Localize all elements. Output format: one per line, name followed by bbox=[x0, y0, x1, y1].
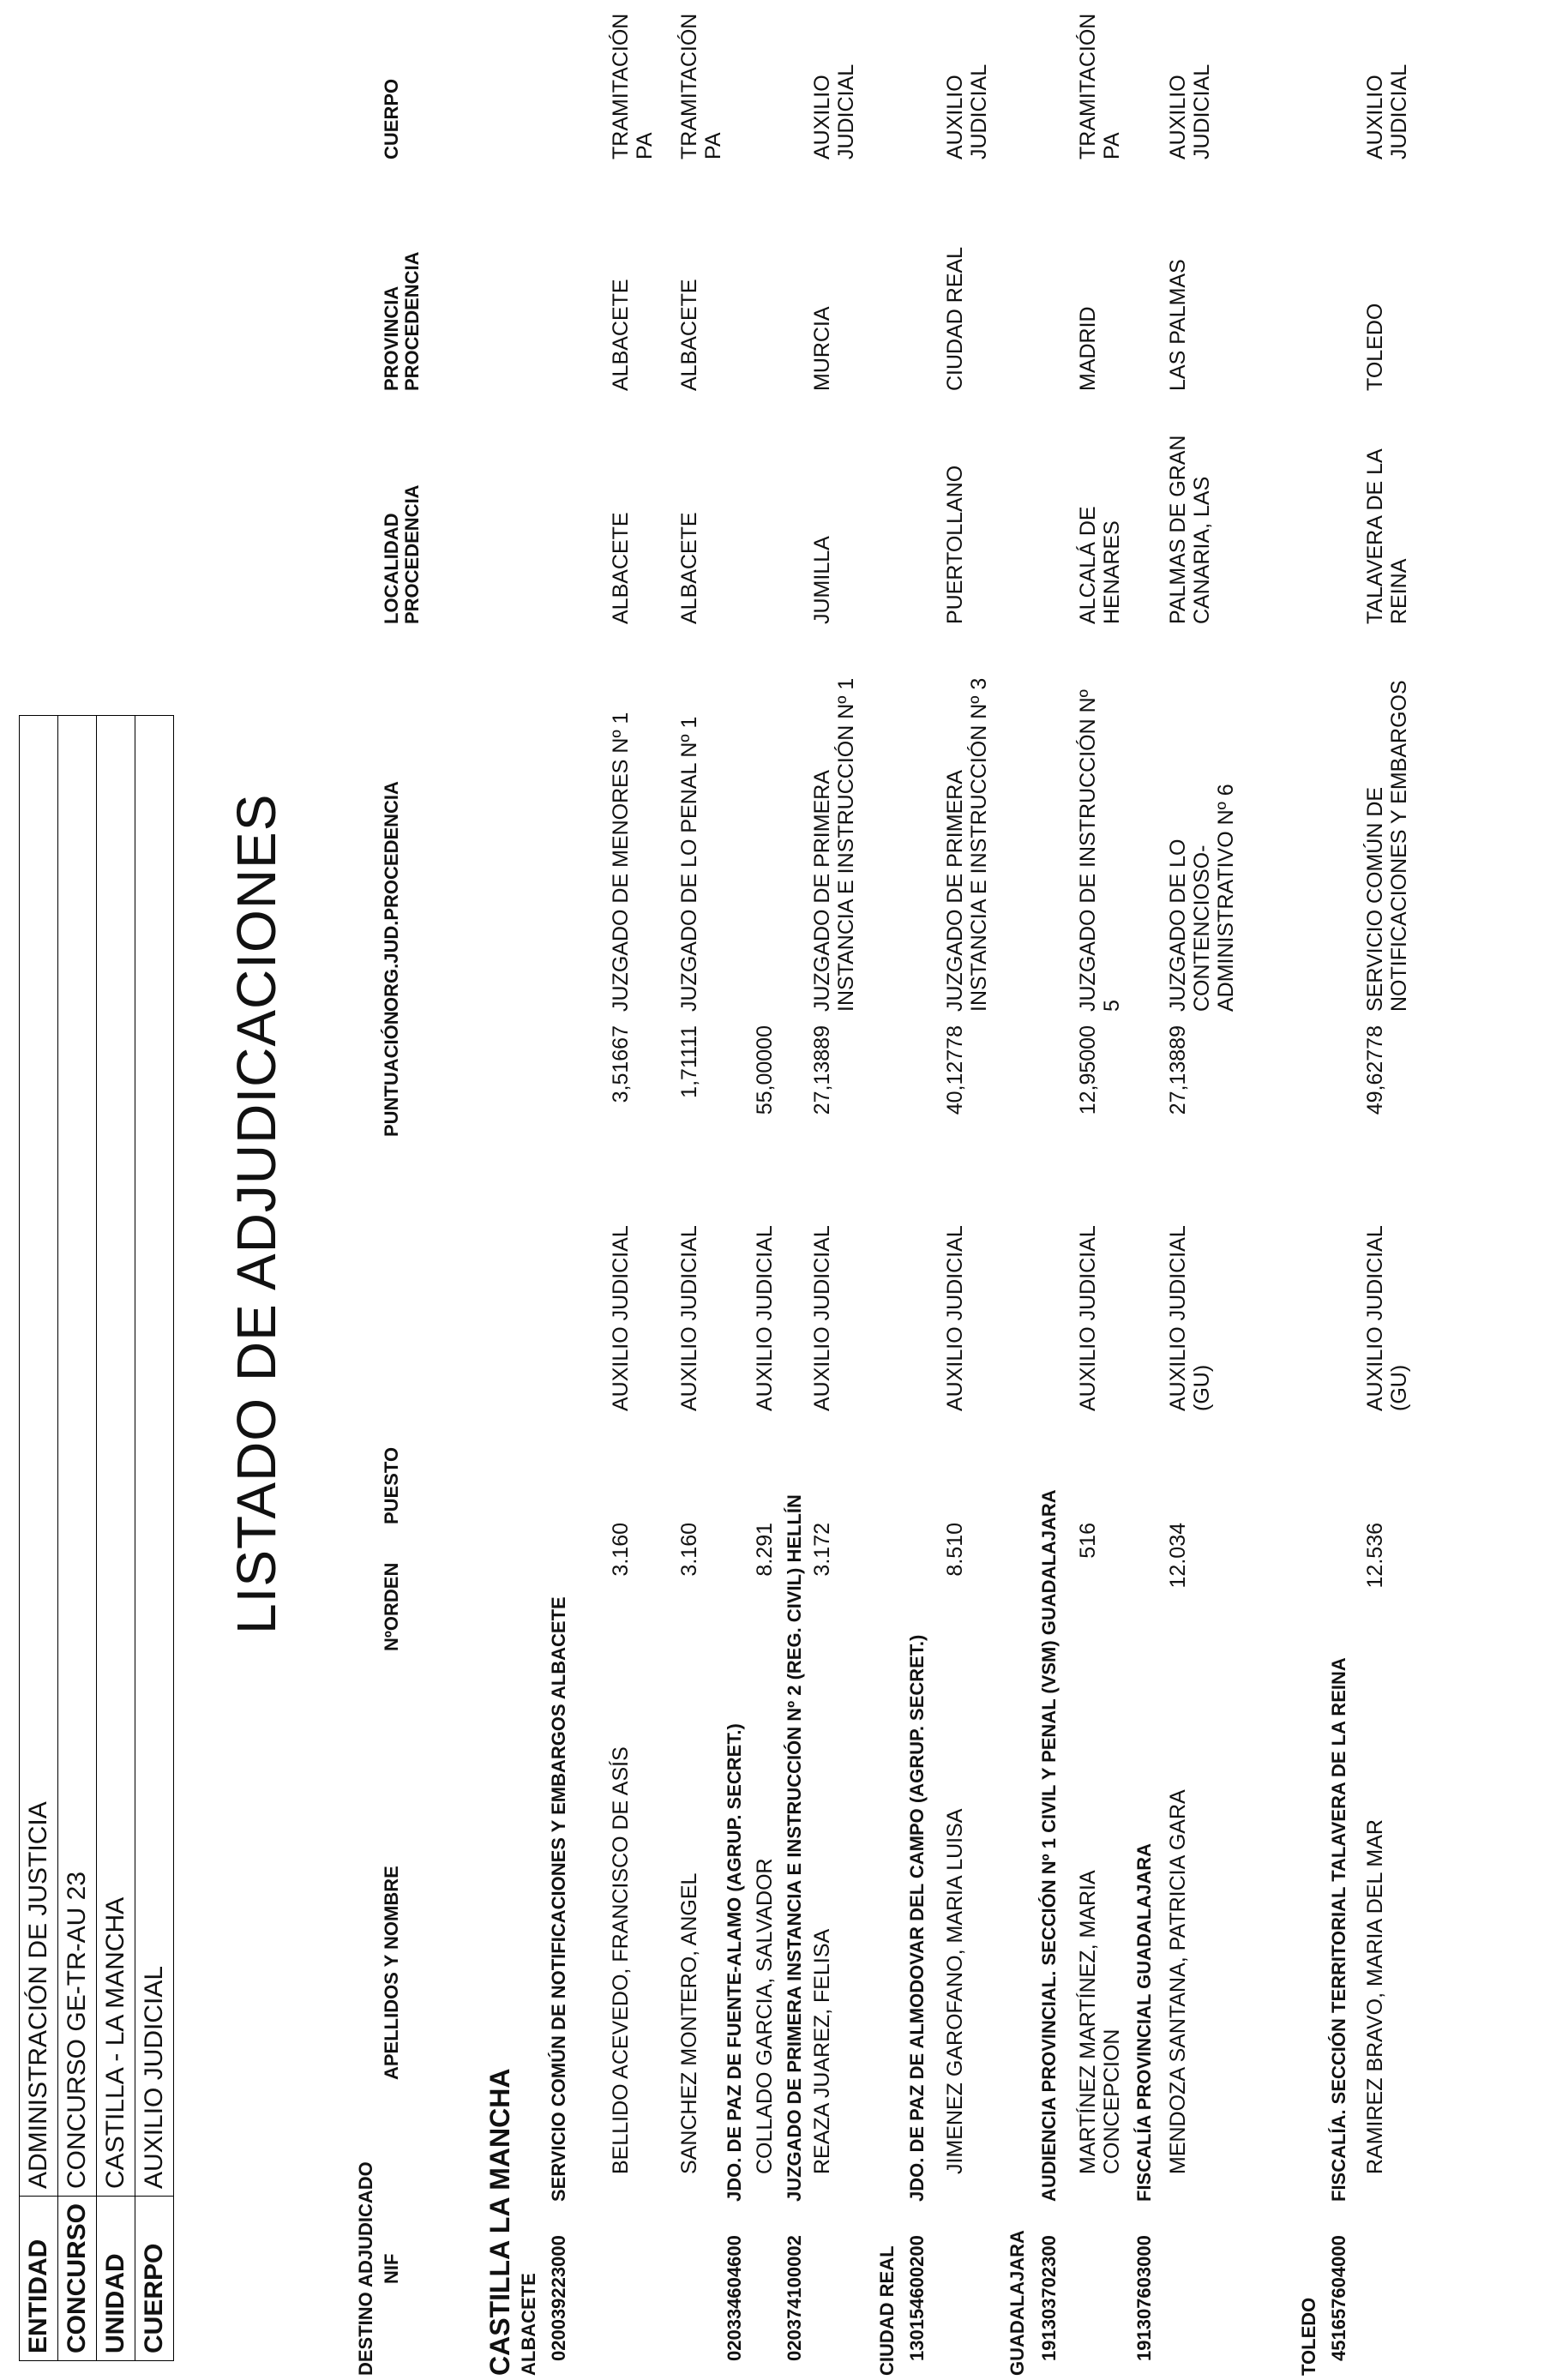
puesto: AUXILIO JUDICIAL bbox=[609, 1225, 633, 1411]
org-line: JUZGADO DE INSTRUCCIÓN Nº bbox=[1076, 689, 1100, 1012]
page-title: LISTADO DE ADJUDICACIONES bbox=[225, 793, 287, 1634]
cuerpo-line: AUXILIO bbox=[810, 75, 834, 159]
person-name: JIMENEZ GAROFANO, MARIA LUISA bbox=[943, 1808, 967, 2174]
cuerpo-line: AUXILIO bbox=[943, 75, 967, 159]
puesto: AUXILIO JUDICIAL bbox=[943, 1225, 967, 1411]
orden: 3.172 bbox=[810, 1523, 834, 1577]
puntuacion: 1,71111 bbox=[677, 1025, 701, 1098]
orden: 3.160 bbox=[677, 1523, 701, 1577]
region-title: CASTILLA LA MANCHA bbox=[484, 2068, 515, 2376]
header-provincia-line: PROCEDENCIA bbox=[401, 251, 423, 391]
orden: 8.510 bbox=[943, 1523, 967, 1577]
cuerpo bbox=[810, 64, 858, 159]
puesto bbox=[1363, 1225, 1411, 1411]
info-row bbox=[20, 716, 58, 2361]
province-label: CIUDAD REAL bbox=[876, 2245, 898, 2376]
name-line: MARTÍNEZ MARTÍNEZ, MARIA bbox=[1076, 1870, 1100, 2174]
cuerpo-line: AUXILIO bbox=[1166, 75, 1190, 159]
puntuacion: 49,62778 bbox=[1363, 1025, 1387, 1115]
orden: 3.160 bbox=[609, 1523, 633, 1577]
person-name: COLLADO GARCIA, SALVADOR bbox=[753, 1858, 777, 2174]
puntuacion: 40,12778 bbox=[943, 1025, 967, 1115]
cuerpo bbox=[943, 64, 991, 159]
org-procedencia bbox=[1076, 689, 1124, 1012]
provincia: ALBACETE bbox=[677, 279, 701, 391]
provincia: TOLEDO bbox=[1363, 303, 1387, 391]
header-cuerpo: CUERPO bbox=[381, 78, 402, 159]
cuerpo bbox=[1076, 14, 1124, 159]
org-line: INSTANCIA E INSTRUCCIÓN Nº 1 bbox=[834, 677, 858, 1012]
loc-line: CANARIA, LAS bbox=[1190, 476, 1214, 624]
person-name: SANCHEZ MONTERO, ANGEL bbox=[677, 1872, 701, 2174]
cuerpo-line: JUDICIAL bbox=[1190, 63, 1214, 159]
puntuacion: 55,00000 bbox=[753, 1025, 777, 1115]
person-name: RAMIREZ BRAVO, MARIA DEL MAR bbox=[1363, 1819, 1387, 2174]
puesto: AUXILIO JUDICIAL bbox=[677, 1225, 701, 1411]
header-destino: DESTINO ADJUDICADO bbox=[355, 2161, 376, 2376]
province-label: ALBACETE bbox=[518, 2273, 539, 2376]
loc-line: ALCALÁ DE bbox=[1076, 506, 1100, 624]
org-procedencia bbox=[943, 678, 991, 1012]
puesto-line: AUXILIO JUDICIAL bbox=[1166, 1225, 1190, 1411]
person-name: BELLIDO ACEVEDO, FRANCISCO DE ASÍS bbox=[609, 1746, 633, 2174]
cuerpo-line: TRAMITACIÓN bbox=[609, 13, 633, 159]
orden: 516 bbox=[1076, 1523, 1100, 1559]
org-line: ADMINISTRATIVO Nº 6 bbox=[1214, 784, 1238, 1012]
province-label: GUADALAJARA bbox=[1006, 2230, 1028, 2376]
cuerpo-line: JUDICIAL bbox=[967, 63, 991, 159]
cuerpo-line: TRAMITACIÓN bbox=[1076, 13, 1100, 159]
cuerpo-line: PA bbox=[1100, 132, 1124, 159]
destination-name: SERVICIO COMÚN DE NOTIFICACIONES Y EMBARGOS ALBACETE bbox=[548, 1596, 569, 2202]
destination-code: 130154600200 bbox=[906, 2235, 928, 2361]
loc-line: TALAVERA DE LA bbox=[1363, 448, 1387, 624]
puesto bbox=[1166, 1225, 1214, 1411]
cuerpo-line: JUDICIAL bbox=[834, 63, 858, 159]
person-name: REAZA JUAREZ, FELISA bbox=[810, 1928, 834, 2174]
info-value: AUXILIO JUDICIAL bbox=[135, 716, 174, 2197]
puesto-line: (GU) bbox=[1387, 1364, 1411, 1411]
cuerpo bbox=[677, 14, 725, 159]
cuerpo-line: PA bbox=[701, 132, 725, 159]
org-procedencia: JUZGADO DE MENORES Nº 1 bbox=[609, 712, 633, 1012]
cuerpo bbox=[609, 14, 657, 159]
provincia: CIUDAD REAL bbox=[943, 246, 967, 391]
info-box bbox=[19, 715, 174, 2361]
puntuacion: 3,51667 bbox=[609, 1025, 633, 1103]
person-name: MENDOZA SANTANA, PATRICIA GARA bbox=[1166, 1789, 1190, 2174]
province-label: TOLEDO bbox=[1298, 2297, 1319, 2376]
info-value: ADMINISTRACIÓN DE JUSTICIA bbox=[20, 716, 58, 2197]
puesto-line: (GU) bbox=[1190, 1364, 1214, 1411]
info-row bbox=[58, 716, 97, 2361]
header-nif: NIF bbox=[381, 2253, 402, 2284]
header-localidad-line: PROCEDENCIA bbox=[401, 484, 423, 624]
info-label: UNIDAD bbox=[97, 2196, 135, 2360]
localidad: ALBACETE bbox=[609, 512, 633, 624]
destination-name: JUZGADO DE PRIMERA INSTANCIA E INSTRUCCIÓN Nº 2 (REG. CIVIL) HELLÍN bbox=[784, 1494, 805, 2202]
destination-code: 451657604000 bbox=[1328, 2235, 1349, 2361]
destination-code: 020374100002 bbox=[784, 2235, 805, 2361]
name-line: CONCEPCION bbox=[1100, 2028, 1124, 2174]
localidad bbox=[1166, 436, 1214, 624]
info-label: CONCURSO bbox=[58, 2196, 97, 2360]
localidad: PUERTOLLANO bbox=[943, 465, 967, 624]
cuerpo bbox=[1166, 64, 1214, 159]
cuerpo-line: TRAMITACIÓN bbox=[677, 13, 701, 159]
orden: 12.034 bbox=[1166, 1523, 1190, 1589]
provincia: MURCIA bbox=[810, 306, 834, 391]
loc-line: PALMAS DE GRAN bbox=[1166, 435, 1190, 624]
orden: 8.291 bbox=[753, 1523, 777, 1577]
puesto: AUXILIO JUDICIAL bbox=[1076, 1225, 1100, 1411]
header-org: ORG.JUD.PROCEDENCIA bbox=[381, 781, 402, 1012]
localidad bbox=[1076, 506, 1124, 624]
provincia: ALBACETE bbox=[609, 279, 633, 391]
org-procedencia: JUZGADO DE LO PENAL Nº 1 bbox=[677, 716, 701, 1012]
destination-name: FISCALÍA. SECCIÓN TERRITORIAL TALAVERA DE LA REINA bbox=[1328, 1657, 1349, 2202]
destination-name: AUDIENCIA PROVINCIAL. SECCIÓN Nº 1 CIVIL Y PENAL (VSM) GUADALAJARA bbox=[1038, 1489, 1060, 2202]
localidad: ALBACETE bbox=[677, 512, 701, 624]
org-line: JUZGADO DE PRIMERA bbox=[810, 770, 834, 1012]
org-line: INSTANCIA E INSTRUCCIÓN Nº 3 bbox=[967, 677, 991, 1012]
orden: 12.536 bbox=[1363, 1523, 1387, 1589]
org-line: 5 bbox=[1100, 1000, 1124, 1012]
header-provincia-line: PROVINCIA bbox=[381, 285, 402, 391]
destination-code: 191307603000 bbox=[1133, 2235, 1155, 2361]
localidad: JUMILLA bbox=[810, 536, 834, 624]
info-label: CUERPO bbox=[135, 2196, 174, 2360]
org-line: NOTIFICACIONES Y EMBARGOS bbox=[1387, 680, 1411, 1012]
info-value: CASTILLA - LA MANCHA bbox=[97, 716, 135, 2197]
destination-code: 020334604600 bbox=[724, 2235, 745, 2361]
provincia: LAS PALMAS bbox=[1166, 259, 1190, 391]
puesto: AUXILIO JUDICIAL bbox=[753, 1225, 777, 1411]
header-provincia bbox=[381, 251, 423, 391]
person-name bbox=[1076, 1870, 1124, 2174]
destination-code: 191303702300 bbox=[1038, 2235, 1060, 2361]
puntuacion: 27,13889 bbox=[1166, 1025, 1190, 1115]
puntuacion: 12,95000 bbox=[1076, 1025, 1100, 1115]
org-line: CONTENCIOSO- bbox=[1190, 844, 1214, 1012]
destination-name: JDO. DE PAZ DE FUENTE-ALAMO (AGRUP. SECRET.) bbox=[724, 1723, 745, 2202]
puntuacion: 27,13889 bbox=[810, 1025, 834, 1115]
cuerpo-line: JUDICIAL bbox=[1387, 63, 1411, 159]
destination-code: 020039223000 bbox=[548, 2235, 569, 2361]
destination-name: FISCALÍA PROVINCIAL GUADALAJARA bbox=[1133, 1842, 1155, 2202]
org-procedencia bbox=[810, 678, 858, 1012]
destination-name: JDO. DE PAZ DE ALMODOVAR DEL CAMPO (AGRUP. SECRET.) bbox=[906, 1634, 928, 2202]
info-row bbox=[97, 716, 135, 2361]
puesto-line: AUXILIO JUDICIAL bbox=[1363, 1225, 1387, 1411]
puesto: AUXILIO JUDICIAL bbox=[810, 1225, 834, 1411]
info-row bbox=[135, 716, 174, 2361]
info-value: CONCURSO GE-TR-AU 23 bbox=[58, 716, 97, 2197]
loc-line: REINA bbox=[1387, 558, 1411, 624]
loc-line: HENARES bbox=[1100, 520, 1124, 624]
header-apellidos: APELLIDOS Y NOMBRE bbox=[381, 1866, 402, 2080]
cuerpo-line: AUXILIO bbox=[1363, 75, 1387, 159]
localidad bbox=[1363, 448, 1411, 624]
org-procedencia bbox=[1166, 784, 1238, 1012]
org-line: JUZGADO DE LO bbox=[1166, 838, 1190, 1012]
org-procedencia bbox=[1363, 680, 1411, 1012]
cuerpo-line: PA bbox=[633, 132, 657, 159]
header-orden: NºORDEN bbox=[381, 1562, 402, 1651]
info-label: ENTIDAD bbox=[20, 2196, 58, 2360]
cuerpo bbox=[1363, 64, 1411, 159]
header-localidad bbox=[381, 484, 423, 624]
org-line: SERVICIO COMÚN DE bbox=[1363, 786, 1387, 1012]
header-localidad-line: LOCALIDAD bbox=[381, 513, 402, 624]
provincia: MADRID bbox=[1076, 306, 1100, 391]
header-puesto: PUESTO bbox=[381, 1446, 402, 1524]
header-puntuacion: PUNTUACIÓN bbox=[381, 1011, 402, 1137]
org-line: JUZGADO DE PRIMERA bbox=[943, 770, 967, 1012]
